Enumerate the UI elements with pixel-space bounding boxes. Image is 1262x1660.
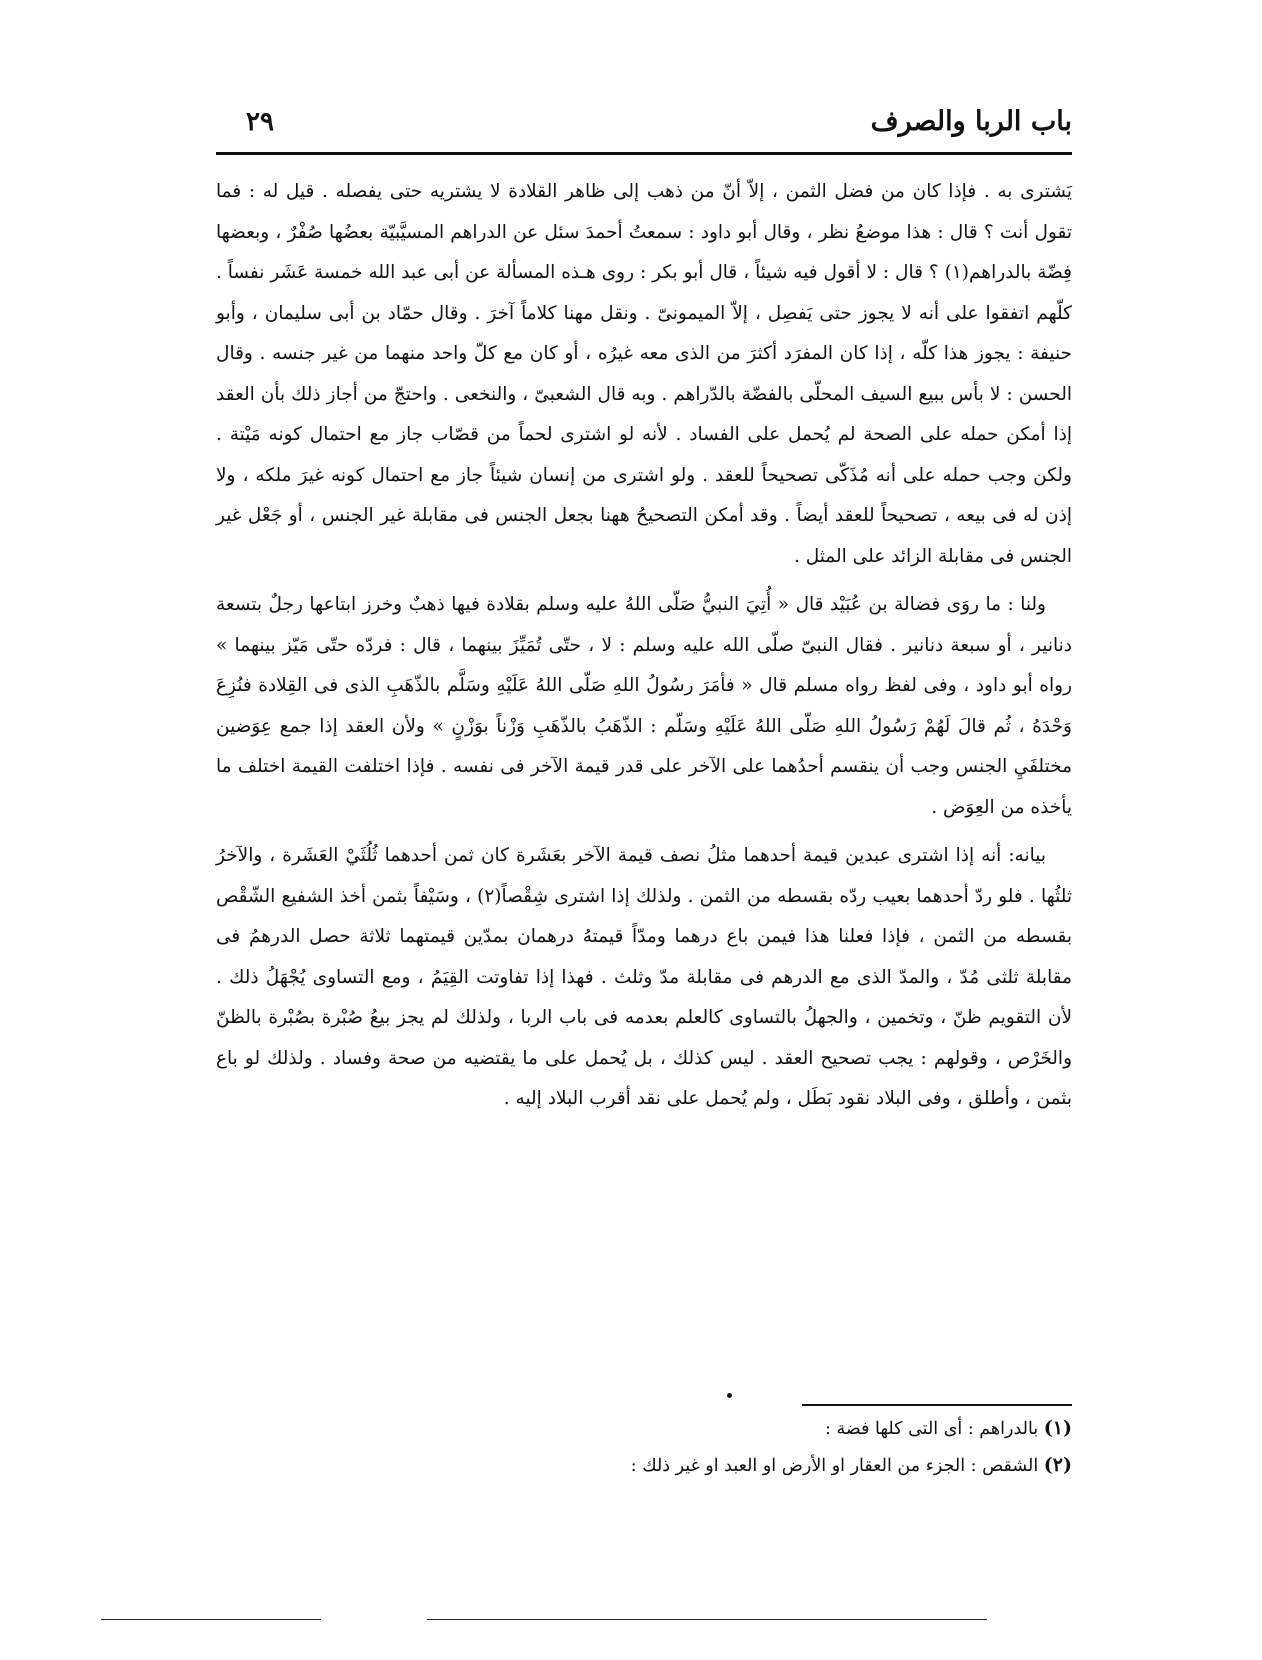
footnote-1-mark: (١) — [1043, 1417, 1072, 1439]
paragraph-2: ولنا : ما روَى فضالة بن عُبَيْد قال « أُتِيَ النبيُّ صَلّى اللهُ عليه وسلم بقلادة فيها ذهبٌ وخرز ابتاعها رجلٌ بتسعة دنانير ، أو سبعة دنانير . فقال النبىّ صلّى الله عليه وسلم : لا ، حتّى تُمَيِّزَ بينهما ، قال : فردّه حتّى مَيّز بينهما » رواه أبو داود ، وفى لفظ رواه مسلم قال « فأمَرَ رسُولُ اللهِ صَلّى اللهُ عَلَيْهِ وسَلَّم بالذّهَبِ الذى فى القِلادة فنُزِعَ وَحْدَهُ ، ثُم قالَ لَهُمْ رَسُولُ اللهِ صَلّى اللهُ عَلَيْهِ وسَلّم : الذّهَبُ بالذّهَبِ وَزْناً بوَزْنٍ » ولأن العقد إذا جمع عِوَضين مختلفَيِ الجنس وجب أن ينقسم أحدُهما على الآخر على قدر قيمة الآخر فى نفسه . فإذا اختلفت القيمة اختلف ما يأخذه من العِوَض . — [216, 594, 1072, 818]
footnote-1-text: بالدراهم : أى التى كلها فضة : — [825, 1419, 1039, 1439]
footnote-rule — [802, 1404, 1072, 1406]
header-rule — [216, 152, 1072, 155]
footnote-2-text: الشقص : الجزء من العقار او الأرض او العبد او غير ذلك : — [630, 1456, 1039, 1476]
ink-dot — [727, 1393, 732, 1398]
paragraph-3: بيانه: أنه إذا اشترى عبدين قيمة أحدهما مثلُ نصف قيمة الآخر بعَشَرة كان ثمن أحدهما ثُلُثَيْ العَشَرة ، والآخرُ ثلثُها . فلو ردّ أحدهما بعيب ردّه بقسطه من الثمن . ولذلك إذا اشترى شِقْصاً(٢) ، وسَيْفاً بثمن أخذ الشفيع الشّقْص بقسطه من الثمن ، فإذا فعلنا هذا فيمن باع درهما ومدّاً قيمتهُ درهمان بمدّين قيمتهما ثلاثة حصل الدرهمُ فى مقابلة ثلثى مُدّ ، والمدّ الذى مع الدرهم فى مقابلة مدّ وثلث . فهذا إذا تفاوتت القِيَمُ ، ومع التساوى يُجْهَلُ ذلك . لأن التقويم ظنّ ، وتخمين ، والجهلُ بالتساوى كالعلم بعدمه فى باب الربا ، ولذلك لم يجز بيعُ صُبْرة بصُبْرة بالظنّ والخَرْص ، وقولهم : يجب تصحيح العقد . ليس كذلك ، بل يُحمل على ما يقتضيه من صحة وفساد . ولذلك لو باع بثمن ، وأطلق ، وفى البلاد نقود بَطَل ، ولم يُحمل على نقد أقرب البلاد إليه . — [216, 845, 1072, 1109]
footnote-1 — [430, 1410, 1072, 1447]
body-text — [216, 172, 1072, 1120]
paragraph-1: يَشترى به . فإذا كان من فضل الثمن ، إلاّ أنّ من ذهب إلى ظاهر القلادة لا يشتريه حتى يفصله . قيل له : فما تقول أنت ؟ قال : هذا موضعُ نظر ، وقال أبو داود : سمعتُ أحمدَ سئل عن الدراهم المسيَّبيّة بعضُها صُفْرٌ ، وبعضها فِضّة بالدراهم(١) ؟ قال : لا أقول فيه شيئاً ، قال أبو بكر : روى هـذه المسألة عن أبى عبد الله خمسة عَشَر نفساً . كلّهم اتفقوا على أنه لا يجوز حتى يَفصِل ، إلاّ الميمونىّ . ونقل مهنا كلاماً آخرَ . وقال حمّاد بن أبى سليمان ، وأبو حنيفة : يجوز هذا كلّه ، إذا كان المفرَد أكثرَ من الذى معه غيرُه ، أو كان مع كلّ واحد منهما من غير جنسه . وقال الحسن : لا بأس ببيع السيف المحلّى بالفضّة بالدّراهم . وبه قال الشعبىّ ، والنخعى . واحتجّ من أجاز ذلك بأن العقد إذا أمكن حمله على الصحة لم يُحمل على الفساد . لأنه لو اشترى لحماً من قصّاب جاز مع احتمال كونه مَيْتة . ولكن وجب حمله على أنه مُذَكّى تصحيحاً للعقد . ولو اشترى من إنسان شيئاً جاز مع احتمال كونه غيرَ ملكه ، ولا إذن له فى بيعه ، تصحيحاً للعقد أيضاً . وقد أمكن التصحيحُ ههنا بجعل الجنس فى مقابلة غير الجنس ، أو جَعْل غير الجنس فى مقابلة الزائد على المثل . — [216, 181, 1072, 567]
footnote-2 — [430, 1447, 1072, 1484]
footnotes — [430, 1410, 1072, 1484]
footnote-2-mark: (٢) — [1043, 1454, 1072, 1476]
page-header — [216, 104, 1072, 148]
chapter-title: باب الربا والصرف — [870, 106, 1072, 137]
bottom-rule-left — [101, 1619, 321, 1620]
page-number: ٢٩ — [246, 107, 274, 137]
bottom-rule-right — [427, 1619, 987, 1620]
